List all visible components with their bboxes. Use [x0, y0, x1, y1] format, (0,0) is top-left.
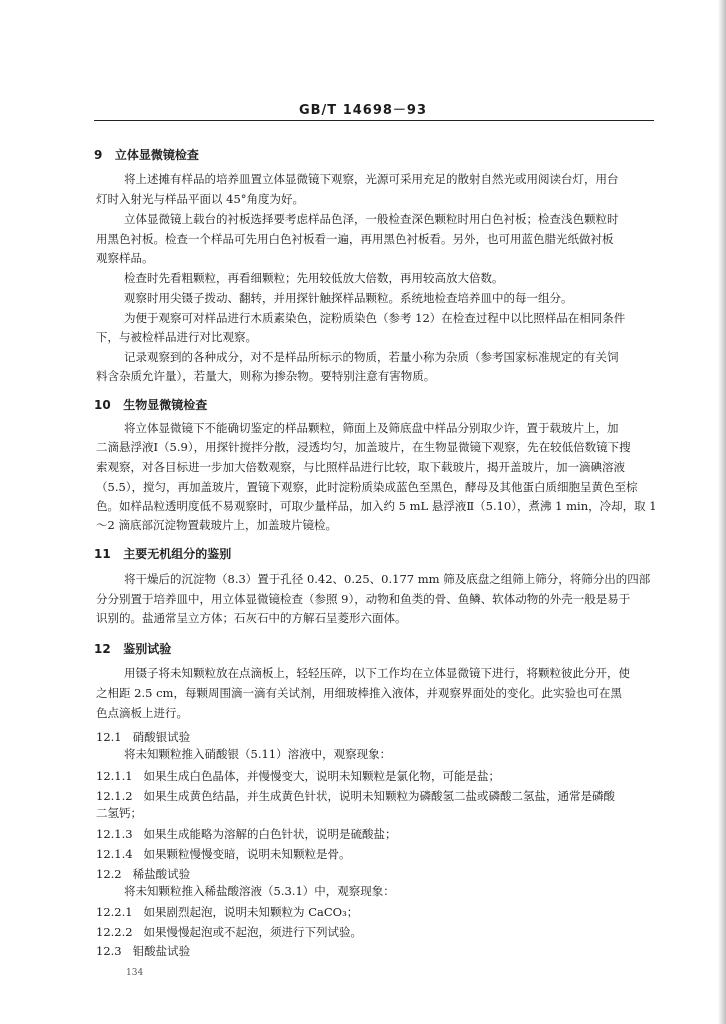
clause-12-2-2	[96, 924, 362, 940]
clause-12-1-3	[96, 826, 397, 842]
section-12-line-3: 色点滴板上进行。	[96, 706, 188, 720]
section-10-number: 10	[94, 398, 111, 412]
clause-12-1-intro: 将未知颗粒推入硝酸银（5.11）溶液中，观察现象：	[124, 747, 392, 761]
clause-12-2-intro: 将未知颗粒推入稀盐酸溶液（5.3.1）中，观察现象：	[124, 884, 395, 898]
section-12-line-1: 用镊子将未知颗粒放在点滴板上，轻轻压碎，以下工作均在立体显微镜下进行，将颗粒彼此分开，使	[124, 666, 630, 680]
header-rule	[94, 120, 654, 121]
section-9-line-4: 用黑色衬板。检查一个样品可先用白色衬板看一遍，再用黑色衬板看。另外，也可用蓝色腊光纸做衬板	[96, 232, 614, 246]
clause-12-3-number: 12.3	[96, 944, 122, 958]
section-9-line-8: 为便于观察可对样品进行木质素染色，淀粉质染色（参考 12）在检查过程中以比照样品在相同条件	[124, 311, 626, 325]
section-12-heading	[94, 640, 171, 657]
clause-12-1-heading	[96, 729, 190, 745]
clause-12-1-1-number: 12.1.1	[96, 769, 133, 783]
section-9-title: 立体显微镜检查	[114, 148, 199, 162]
section-9-heading	[94, 146, 199, 163]
section-10-line-4: （5.5），搅匀，再加盖玻片，置镜下观察，此时淀粉质染成蓝色至黑色，酵母及其他蛋白质细胞呈黄色至棕	[96, 480, 638, 494]
clause-12-1-number: 12.1	[96, 730, 122, 744]
page-number: 134	[126, 968, 144, 978]
clause-12-1-2-continuation: 二氢钙；	[96, 806, 142, 820]
clause-12-2-1-text: 如果剧烈起泡，说明未知颗粒为 CaCO₃；	[143, 905, 359, 919]
clause-12-2-number: 12.2	[96, 867, 122, 881]
section-11-title: 主要无机组分的鉴别	[123, 547, 232, 561]
clause-12-1-3-number: 12.1.3	[96, 827, 133, 841]
section-9-line-1: 将上述摊有样品的培养皿置立体显微镜下观察，光源可采用充足的散射自然光或用阅读台灯，用台	[124, 172, 619, 186]
section-9-line-10: 记录观察到的各种成分，对不是样品所标示的物质，若量小称为杂质（参考国家标准规定的有关饲	[124, 350, 619, 364]
clause-12-1-4-number: 12.1.4	[96, 847, 133, 861]
clause-12-1-3-text: 如果生成能略为溶解的白色针状，说明是硫酸盐；	[143, 827, 397, 841]
scan-edge-shadow	[718, 0, 726, 1024]
clause-12-3-title: 钼酸盐试验	[132, 944, 191, 958]
section-9-line-9: 下，与被检样品进行对比观察。	[96, 330, 257, 344]
section-9-line-3: 立体显微镜上载台的衬板选择要考虑样品色泽，一般检查深色颗粒时用白色衬板；检查浅色颗粒时	[124, 212, 619, 226]
clause-12-1-2	[96, 788, 615, 804]
section-10-line-3: 索观察，对各目标进一步加大倍数观察，与比照样品进行比较，取下载玻片，揭开盖玻片，加一滴碘溶液	[96, 460, 625, 474]
section-11-heading	[94, 545, 231, 562]
standard-code-header: GB/T 14698－93	[298, 103, 428, 118]
section-11-line-1: 将干燥后的沉淀物（8.3）置于孔径 0.42、0.25、0.177 mm 筛及底盘之组筛上筛分，将筛分出的四部	[124, 572, 651, 586]
clause-12-2-heading	[96, 866, 190, 882]
section-11-line-2: 分分别置于培养皿中，用立体显微镜检查（参照 9），动物和鱼类的骨、鱼鳞、软体动物的外壳一般是易于	[96, 592, 631, 606]
section-9-line-7: 观察时用尖镊子拨动、翻转，并用探针触探样品颗粒。系统地检查培养皿中的每一组分。	[124, 291, 573, 305]
clause-12-2-title: 稀盐酸试验	[132, 867, 191, 881]
section-10-title: 生物显微镜检查	[123, 398, 208, 412]
section-9-line-5: 观察样品。	[96, 251, 154, 265]
clause-12-2-2-text: 如果慢慢起泡或不起泡，须进行下列试验。	[143, 925, 363, 939]
section-10-line-1: 将立体显微镜下不能确切鉴定的样品颗粒，筛面上及筛底盘中样品分别取少许，置于载玻片上，加	[124, 421, 619, 435]
clause-12-1-4-text: 如果颗粒慢慢变暗，说明未知颗粒是骨。	[143, 847, 351, 861]
section-10-line-2: 二滴悬浮液Ⅰ（5.9），用探针搅拌分散，浸透均匀，加盖玻片，在生物显微镜下观察，先在较低倍数镜下搜	[96, 440, 631, 454]
clause-12-1-1-text: 如果生成白色晶体，并慢慢变大，说明未知颗粒是氯化物，可能是盐；	[143, 769, 501, 783]
section-9-number: 9	[94, 148, 103, 162]
section-9-line-2: 灯时入射光与样品平面以 45°角度为好。	[96, 192, 305, 206]
clause-12-1-2-text: 如果生成黄色结晶，并生成黄色针状，说明未知颗粒为磷酸氢二盐或磷酸二氢盐，通常是磷酸	[143, 789, 616, 803]
clause-12-2-2-number: 12.2.2	[96, 925, 133, 939]
clause-12-1-1	[96, 768, 500, 784]
section-9-line-11: 料含杂质允许量），若量大，则称为掺杂物。要特别注意有害物质。	[96, 369, 436, 383]
section-11-number: 11	[94, 547, 111, 561]
section-9-line-6: 检查时先看粗颗粒，再看细颗粒；先用较低放大倍数，再用较高放大倍数。	[124, 271, 504, 285]
section-12-line-2: 之相距 2.5 cm，每颗周围滴一滴有关试剂，用细玻棒推入液体，并观察界面处的变化。此实验也可在黑	[96, 686, 622, 700]
section-12-number: 12	[94, 642, 111, 656]
section-11-line-3: 识别的。盐通常呈立方体；石灰石中的方解石呈菱形六面体。	[96, 611, 407, 625]
clause-12-2-1	[96, 904, 358, 920]
section-10-line-6: ～2 滴底部沉淀物置载玻片上，加盖玻片镜检。	[96, 518, 337, 532]
section-10-line-5: 色。如样品粒透明度低不易观察时，可取少量样品，加入约 5 mL 悬浮液Ⅱ（5.10），煮沸 1 min，冷却，取 1	[96, 499, 657, 513]
section-12-title: 鉴别试验	[123, 642, 172, 656]
section-10-heading	[94, 396, 207, 413]
clause-12-3-heading	[96, 943, 190, 959]
clause-12-1-title: 硝酸银试验	[132, 730, 191, 744]
clause-12-1-2-number: 12.1.2	[96, 789, 133, 803]
clause-12-1-4	[96, 846, 351, 862]
clause-12-2-1-number: 12.2.1	[96, 905, 133, 919]
